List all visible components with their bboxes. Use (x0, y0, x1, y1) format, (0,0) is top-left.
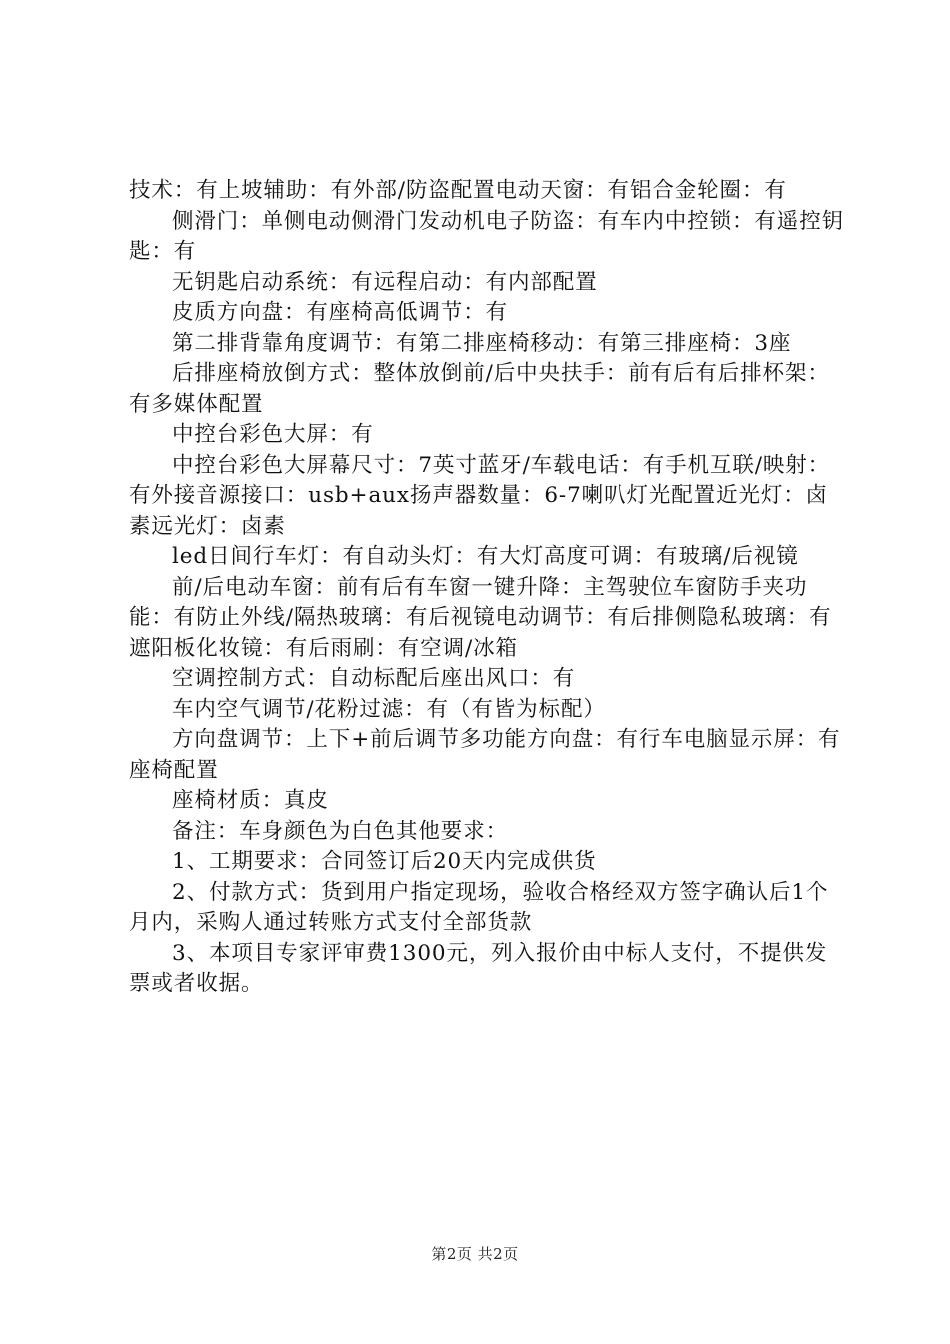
page-number-footer: 第2页 共2页 (431, 1245, 519, 1263)
document-body (129, 176, 844, 1000)
paragraph-2: 侧滑门：单侧电动侧滑门发动机电子防盗：有车内中控锁：有遥控钥匙：有 (129, 208, 845, 264)
paragraph-10: 前/后电动车窗：前有后有车窗一键升降：主驾驶位车窗防手夹功能：有防止外线/隔热玻璃：有后视镜电动调节：有后排侧隐私玻璃：有遮阳板化妆镜：有后雨刷：有空调/冰箱 (129, 574, 832, 661)
paragraph-4: 皮质方向盘：有座椅高低调节：有 (172, 300, 509, 325)
paragraph-5: 第二排背靠角度调节：有第二排座椅移动：有第三排座椅：3座 (172, 330, 792, 356)
paragraph-8: 中控台彩色大屏幕尺寸：7英寸蓝牙/车载电话：有手机互联/映射：有外接音源接口：usb+aux扬声器数量：6-7喇叭灯光配置近光灯：卤素远光灯：卤素 (129, 452, 831, 539)
paragraph-11: 空调控制方式：自动标配后座出风口：有 (172, 666, 576, 691)
paragraph-7: 中控台彩色大屏：有 (172, 422, 374, 447)
paragraph-16: 1、工期要求：合同签订后20天内完成供货 (172, 849, 597, 874)
paragraph-1: 技术：有上坡辅助：有外部/防盗配置电动天窗：有铝合金轮圈：有 (129, 178, 787, 203)
paragraph-17: 2、付款方式：货到用户指定现场，验收合格经双方签字确认后1个月内，采购人通过转账方式支付全部货款 (129, 879, 829, 935)
paragraph-12: 车内空气调节/花粉过滤：有（有皆为标配） (172, 696, 606, 722)
paragraph-9: led日间行车灯：有自动头灯：有大灯高度可调：有玻璃/后视镜 (172, 544, 799, 569)
paragraph-15: 备注：车身颜色为白色其他要求： (172, 818, 509, 844)
paragraph-14: 座椅材质：真皮 (172, 788, 329, 813)
paragraph-3: 无钥匙启动系统：有远程启动：有内部配置 (172, 269, 598, 295)
paragraph-18: 3、本项目专家评审费1300元，列入报价由中标人支付，不提供发票或者收据。 (129, 940, 828, 996)
paragraph-13: 方向盘调节：上下+前后调节多功能方向盘：有行车电脑显示屏：有座椅配置 (129, 727, 841, 783)
paragraph-6: 后排座椅放倒方式：整体放倒前/后中央扶手：前有后有后排杯架：有多媒体配置 (129, 361, 830, 417)
